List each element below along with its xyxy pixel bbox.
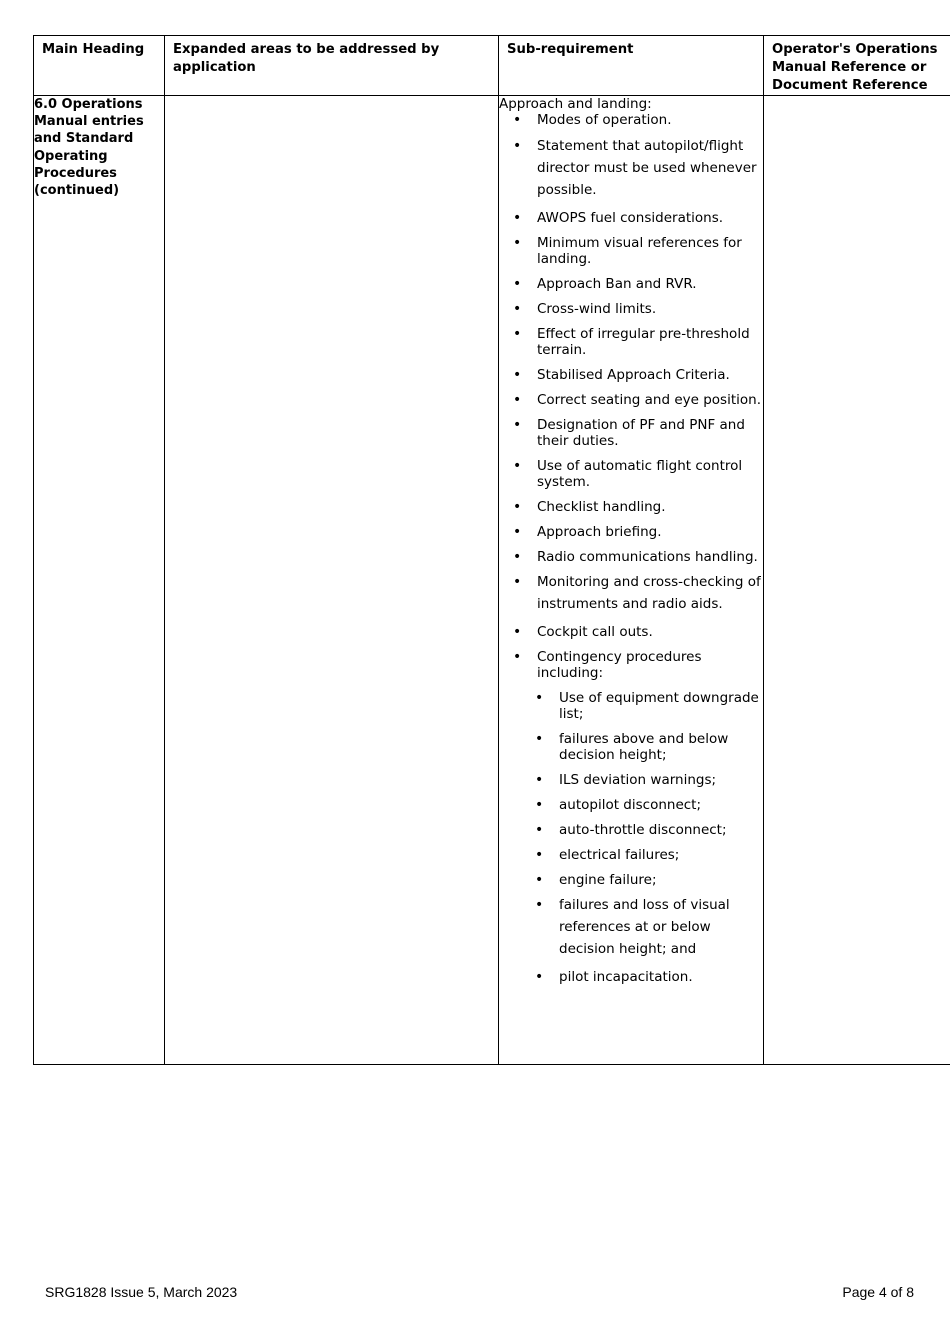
list-item: • ILS deviation warnings; (499, 772, 763, 788)
table-row (34, 96, 950, 1065)
contingency-label: Contingency procedures including: (537, 649, 702, 681)
reference-cell (764, 96, 950, 1065)
footer-page-number: Page 4 of 8 (842, 1284, 914, 1300)
footer-doc-ref: SRG1828 Issue 5, March 2023 (45, 1284, 238, 1300)
list-item: • electrical failures; (499, 847, 763, 863)
header-reference: Operator's Operations Manual Reference or Document Reference (764, 36, 950, 96)
sub-requirement-list (499, 112, 763, 985)
sub-requirement-cell (499, 96, 764, 1065)
list-item: • Stabilised Approach Criteria. (499, 367, 763, 383)
sub-requirement-intro: Approach and landing: (499, 96, 652, 112)
list-item: • autopilot disconnect; (499, 797, 763, 813)
list-item: • Cross-wind limits. (499, 301, 763, 317)
list-item-contingency (499, 649, 763, 985)
header-expanded-areas: Expanded areas to be addressed by application (165, 36, 499, 96)
list-item: • Checklist handling. (499, 499, 763, 515)
header-row (34, 36, 950, 96)
list-item: • Effect of irregular pre-threshold terrain. (499, 326, 763, 358)
list-item: • Cockpit call outs. (499, 624, 763, 640)
requirements-table (33, 35, 950, 1065)
list-item: • Statement that autopilot/flight director must be used whenever possible. (499, 135, 763, 201)
expanded-areas-cell (165, 96, 499, 1065)
list-item: • failures above and below decision height; (499, 731, 763, 763)
header-sub-requirement: Sub-requirement (499, 36, 764, 96)
main-heading-cell: 6.0 Operations Manual entries and Standard Operating Procedures (continued) (34, 96, 165, 1065)
list-item: • Modes of operation. (499, 112, 763, 128)
list-item: • Monitoring and cross-checking of instruments and radio aids. (499, 571, 763, 615)
list-item: • pilot incapacitation. (499, 969, 763, 985)
list-item: • Use of equipment downgrade list; (499, 690, 763, 722)
header-main-heading: Main Heading (34, 36, 165, 96)
list-item: • Radio communications handling. (499, 549, 763, 565)
list-item: • Use of automatic flight control system. (499, 458, 763, 490)
list-item: • auto-throttle disconnect; (499, 822, 763, 838)
list-item: • engine failure; (499, 872, 763, 888)
list-item: • Approach Ban and RVR. (499, 276, 763, 292)
list-item: • Minimum visual references for landing. (499, 235, 763, 267)
list-item: • AWOPS fuel considerations. (499, 210, 763, 226)
list-item: • Designation of PF and PNF and their duties. (499, 417, 763, 449)
contingency-list (537, 690, 763, 985)
list-item: • Correct seating and eye position. (499, 392, 763, 408)
list-item: • Approach briefing. (499, 524, 763, 540)
list-item: • failures and loss of visual references at or below decision height; and (499, 894, 763, 960)
